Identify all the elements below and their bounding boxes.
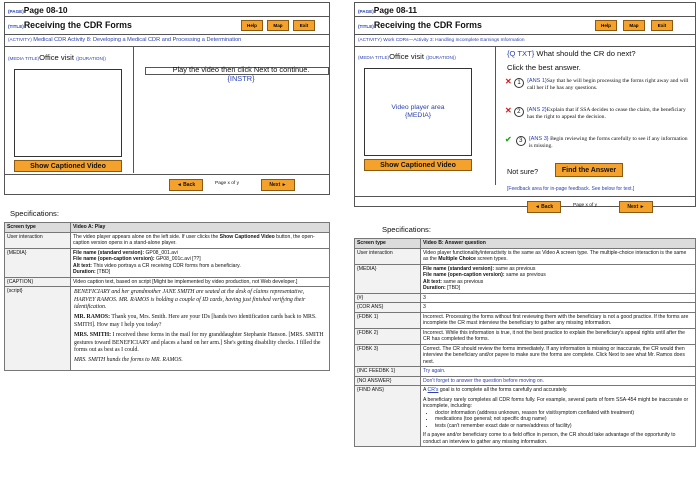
right-exit-button[interactable]: Exit <box>651 20 673 31</box>
left-spec-table <box>4 222 330 371</box>
table-row: {MEDIA} File name (standard version): same as previous File name (open-caption version): same as previous Alt text: same as previous Duration: [TBD] <box>355 264 696 293</box>
left-back-button[interactable]: ◄ Back <box>169 179 203 191</box>
left-media-title: (MEDIA TITLE)Office visit ((DURATION)) <box>8 53 106 62</box>
left-screen-mockup <box>4 2 330 195</box>
table-row: {#} 3 <box>355 293 696 303</box>
left-next-button[interactable]: Next ► <box>261 179 295 191</box>
left-map-button[interactable]: Map <box>267 20 289 31</box>
table-row: {script} BENEFICIARY and her grandmother JANE SMITH are seated at the desk of claims representative, HARVEY RAMOS. MR. RAMOS is holding a couple of ID cards, having just finished verifying their identification. MR. RAMOS: Thank you, Mrs. Smith. Here are your IDs [hands two identification cards back to MRS. SMITH]. How may I help you today? MRS. SMITH: I received these forms in the mail for my granddaughter Stephanie Hanson. [MRS. SMITH gestures toward BENEFICIARY and places a hand on her arm.] She's getting disability checks. I filled the forms out as best as I could. MRS. SMITH hands the forms to MR. RAMOS. <box>5 287 330 371</box>
left-page-heading: (PAGE)Page 08-10 <box>8 5 68 15</box>
answer-number: 1 <box>514 78 524 88</box>
table-row: {FIND ANS} A CR's goal is to complete all the forms carefully and accurately. A beneficiary rarely completes all CDR forms fully. For example, several parts of form SSA-454 might be inaccurate or incomplete, including: • doctor information (address unknown, reason for visit/symptom conflated with treatment) • medications (too general; not specific drug name) • tests (can't remember exact date or name/address of facility) If a payee and/or beneficiary come to a field office in person, the CR should take advantage of the opportunity to conduct an interview to gather any missing information. <box>355 386 696 447</box>
right-page-number: Page 08-11 <box>373 5 418 15</box>
not-sure-label: Not sure? <box>507 167 539 176</box>
table-row: Screen type Video A: Play <box>5 223 330 233</box>
table-row: {NO ANSWER} Don't forget to answer the question before moving on. <box>355 376 696 386</box>
left-page-title: (TITLE)Receiving the CDR Forms <box>8 20 132 30</box>
right-media-title: (MEDIA TITLE)Office visit ((DURATION)) <box>358 52 456 61</box>
table-row: User interaction Video player functionality/interactivity is the same as Video A screen type. The multiple-choice interaction is the same as the Multiple Choice screen types. <box>355 248 696 264</box>
left-exit-button[interactable]: Exit <box>293 20 315 31</box>
left-content-area <box>5 46 329 174</box>
right-bottom-nav <box>355 196 695 215</box>
left-instruction: Play the video then click Next to continue. {INSTR} <box>172 65 310 84</box>
right-spec-label: Specifications: <box>382 225 431 234</box>
right-content-area <box>355 46 695 186</box>
right-help-button[interactable]: Help <box>595 20 617 31</box>
script-cell: BENEFICIARY and her grandmother JANE SMITH are seated at the desk of claims representative, HARVEY RAMOS. MR. RAMOS is holding a couple of ID cards, having just finished verifying their identification. MR. RAMOS: Thank you, Mrs. Smith. Here are your IDs [hands two identification cards back to MRS. SMITH]. How may I help you today? MRS. SMITH: I received these forms in the mail for my granddaughter Stephanie Hanson. [MRS. SMITH gestures toward BENEFICIARY and places a hand on her arm.] She's getting disability checks. I filled the forms out as best as I could. MRS. SMITH hands the forms to MR. RAMOS. <box>71 287 330 371</box>
table-row: {FDBK 1} Incorrect. Processing the forms without first reviewing them with the beneficiary is not a good practice. If the forms are incomplete the CR must interview the beneficiary to gather any missing information. <box>355 312 696 328</box>
right-screen-mockup <box>354 2 696 210</box>
incorrect-x-icon: ✕ <box>505 106 512 115</box>
left-spec-label: Specifications: <box>10 209 59 218</box>
find-the-answer-button[interactable]: Find the Answer <box>555 163 623 177</box>
answer-option-2[interactable]: ✕ 2 {ANS 2}Explain that if SSA decides to cease the claim, the beneficiary has the right to appeal the decision. <box>505 106 686 120</box>
answer-prompt: Click the best answer. <box>507 63 581 72</box>
left-activity-title: Medical CDR Activity 8: Developing a Medical CDR and Processing a Determination <box>33 37 242 43</box>
left-page-number: Page 08-10 <box>23 5 68 15</box>
table-row: {INC FEEDBK 1} Try again. <box>355 367 696 377</box>
right-title-bar <box>355 16 695 34</box>
left-show-captioned-video-button[interactable]: Show Captioned Video <box>14 160 122 172</box>
right-page-counter: Page x of y <box>573 203 597 208</box>
incorrect-x-icon: ✕ <box>505 77 512 86</box>
table-row: {COR ANS} 3 <box>355 303 696 313</box>
left-panel <box>4 2 330 371</box>
left-activity-bar: (ACTIVITY) Medical CDR Activity 8: Developing a Medical CDR and Processing a Determination <box>5 34 329 46</box>
question-text: {Q TXT} What should the CR do next? <box>507 49 636 58</box>
answer-option-1[interactable]: ✕ 1 {ANS 1}Say that he will begin processing the forms right away and will call her if he has any questions. <box>505 77 689 91</box>
find-answer-cell: A CR's goal is to complete all the forms carefully and accurately. A beneficiary rarely completes all CDR forms fully. For example, several parts of form SSA-454 might be inaccurate or incomplete, including: • doctor information (address unknown, reason for visit/symptom conflated with treatment) • medications (too general; not specific drug name) • tests (can't remember exact date or name/address of facility) If a payee and/or beneficiary come to a field office in person, the CR should take advantage of the opportunity to conduct an interview to gather any missing information. <box>421 386 696 447</box>
right-divider <box>495 47 496 185</box>
right-back-button[interactable]: ◄ Back <box>527 201 561 213</box>
feedback-area-note: [Feedback area for in-page feedback. See below for text.] <box>507 186 635 192</box>
right-activity-title: Work CDRs—Activity 3: Handling Incomplete Earnings Information <box>383 38 525 43</box>
table-row: {FDBK 3} Correct. The CR should review the forms immediately. If any information is missing or inaccurate, the CR would then interview the beneficiary and/or payee to make sure the forms are complete. Click Next to see what Mr. Ramos does next. <box>355 344 696 367</box>
table-row: {MEDIA} File name (standard version): GP08_001.avi File name (open-caption version): GP08_001c.avi [??] Alt text: This video portrays a CR receiving CDR forms from a beneficiary. Duration: [TBD] <box>5 248 330 277</box>
list-item: • medications (too general; not specific drug name) <box>435 416 693 423</box>
table-row: User interaction The video player appears alone on the left side. If user clicks the Show Captioned Video button, the open-caption version opens in a stand-alone player. <box>5 232 330 248</box>
left-page-counter: Page x of y <box>215 181 239 186</box>
left-video-player[interactable] <box>14 69 122 157</box>
correct-check-icon: ✔ <box>505 135 512 144</box>
right-activity-bar: (ACTIVITY) Work CDRs—Activity 3: Handling Incomplete Earnings Information <box>355 34 695 46</box>
right-show-captioned-video-button[interactable]: Show Captioned Video <box>364 159 472 171</box>
crs-link[interactable]: CR's <box>427 387 439 394</box>
left-divider <box>133 47 134 173</box>
list-item: • doctor information (address unknown, reason for visit/symptom conflated with treatment) <box>435 410 693 417</box>
right-page-title: (TITLE)Receiving the CDR Forms <box>358 20 482 30</box>
answer-option-3[interactable]: ✔ 3 {ANS 3} Begin reviewing the forms carefully to see if any information is missing. <box>505 135 688 149</box>
table-row: {FDBK 2} Incorrect. While this information is true, it not the best practice to explain the beneficiary's appeal rights until after the CR has completed the forms. <box>355 328 696 344</box>
right-video-player[interactable]: Video player area {MEDIA} <box>364 68 472 156</box>
table-row: Screen type Video B: Answer question <box>355 239 696 249</box>
right-page-heading: (PAGE)Page 08-11 <box>358 5 418 15</box>
right-next-button[interactable]: Next ► <box>619 201 653 213</box>
table-row: {CAPTION} Video caption text, based on script [Might be implemented by video production, not Web developer.] <box>5 277 330 287</box>
missing-info-list <box>435 410 693 430</box>
answer-number: 3 <box>516 136 526 146</box>
right-map-button[interactable]: Map <box>623 20 645 31</box>
left-help-button[interactable]: Help <box>241 20 263 31</box>
feedback-area-row <box>355 186 695 196</box>
left-title-bar <box>5 16 329 34</box>
right-panel <box>354 2 696 447</box>
answer-number: 2 <box>514 107 524 117</box>
right-spec-table <box>354 238 696 447</box>
list-item: • tests (can't remember exact date or name/address of facility) <box>435 423 693 430</box>
left-bottom-nav <box>5 174 329 194</box>
